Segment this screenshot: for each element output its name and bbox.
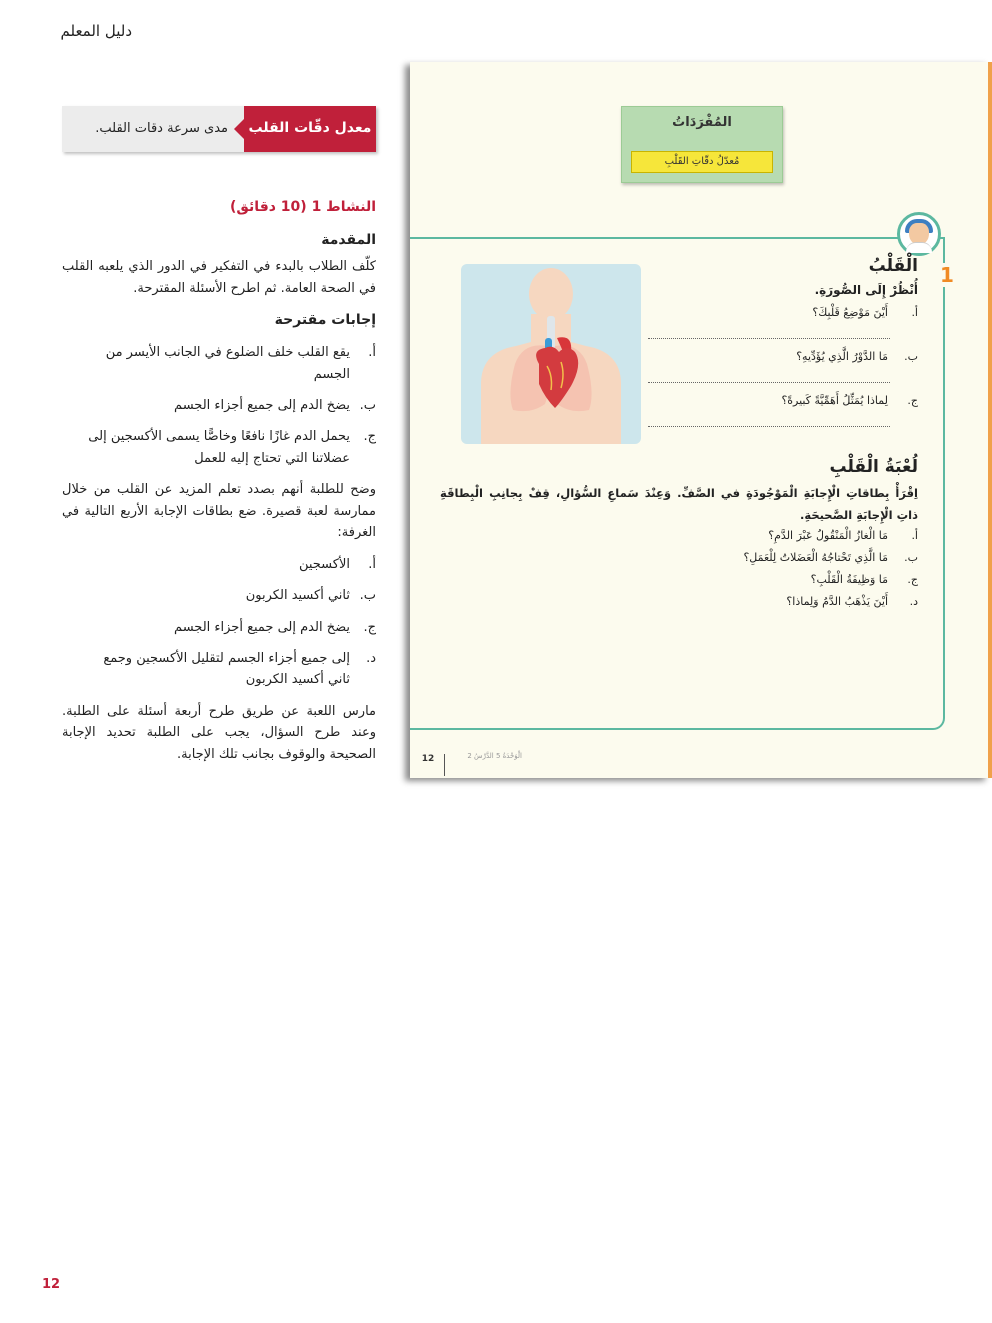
list-item <box>62 395 376 416</box>
list-marker: ج. <box>363 619 376 635</box>
list-marker: ب. <box>359 398 376 414</box>
section2-title: لُعْبَةُ الْقَلْبِ <box>829 457 918 477</box>
heart-lungs-svg <box>461 264 641 444</box>
list-text: ثاني أكسيد الكربون <box>245 588 350 604</box>
question-marker: ب. <box>904 551 918 564</box>
question-marker: ج. <box>907 394 918 407</box>
list-text: يقع القلب خلف الضلوع في الجانب الأيسر من الجسم <box>105 345 350 382</box>
vocab-highlight: مُعدّلُ دقّاتِ القَلْبِ <box>631 151 773 173</box>
question-marker: ب. <box>904 350 918 363</box>
list-item <box>62 342 376 385</box>
vocab-term-box <box>62 106 376 152</box>
list-item <box>62 648 376 691</box>
student-avatar-icon <box>897 212 941 256</box>
footer-divider <box>444 754 445 776</box>
question-marker: أ. <box>911 306 918 319</box>
answer-line[interactable] <box>648 382 890 383</box>
list-item <box>62 617 376 638</box>
heart-lungs-illustration <box>461 264 641 444</box>
body-shape <box>906 242 932 253</box>
list-text: يضخ الدم إلى جميع أجزاء الجسم <box>174 398 350 414</box>
question-text: لِماذا يُمَثِّلُ أَهَمِّيَّةً كَبيرةً؟ <box>781 394 888 407</box>
question-item <box>648 394 918 407</box>
list-marker: ب. <box>359 588 376 604</box>
closing-text: مارس اللعبة عن طريق طرح أربعة أسئلة على الطلبة. وعند طرح السؤال، يجب على الطلبة تحديد الإجابة الصحيحة والوقوف بجانب تلك الإجابة. <box>62 703 376 762</box>
question-marker: أ. <box>911 529 918 542</box>
book-page-number: 12 <box>421 754 435 764</box>
vocab-box <box>621 106 783 183</box>
list-item <box>62 585 376 606</box>
answer-line[interactable] <box>648 426 890 427</box>
list-text: إلى جميع أجزاء الجسم لتقليل الأكسجين وجمع ثاني أكسيد الكربون <box>103 650 350 688</box>
section-number: 1 <box>936 263 958 287</box>
question-text: أَيْنَ مَوْضِعُ قَلْبِكَ؟ <box>812 306 888 319</box>
section1-intro: أُنْظُرْ إِلَى الصُّورَةِ. <box>814 283 918 297</box>
vocab-term-definition: مدى سرعة دقات القلب. <box>95 121 228 137</box>
page-number: 12 <box>41 1277 61 1292</box>
intro-heading: المقدمة <box>321 232 376 249</box>
question-text: مَا الدَّوْرُ الَّذِي يُؤَدِّيهِ؟ <box>796 350 888 363</box>
list-text: يضخ الدم إلى جميع أجزاء الجسم <box>174 619 350 635</box>
question-item <box>648 306 918 319</box>
list-text: يحمل الدم غازًا نافعًا وخاصًّا يسمى الأكسجين إلى عضلاتنا التي تحتاج إليه للعمل <box>88 429 350 466</box>
list-text: الأكسجين <box>298 556 350 572</box>
question-text: مَا الَّذِي تَحْتاجُهُ الْعَضَلاتُ لِلْعَمَلِ؟ <box>743 551 888 564</box>
question-text: مَا الْغازُ الْمَنْقُولُ عَبْرَ الدَّمِ؟ <box>768 529 888 542</box>
question-text: مَا وَظِيفَةُ الْقَلْبِ؟ <box>810 573 888 586</box>
question-marker: د. <box>909 595 918 608</box>
game-question <box>648 529 918 542</box>
game-question <box>648 595 918 608</box>
activity-title: النشاط 1 (10 دقائق) <box>230 199 376 215</box>
section1-title: الْقَلْبُ <box>868 256 918 276</box>
intro-text: كلّف الطلاب بالبدء في التفكير في الدور الذي يلعبه القلب في الصحة العامة. ثم اطرح الأسئلة المقترحة. <box>62 259 376 296</box>
answers-list <box>62 342 376 469</box>
book-page-edge <box>988 62 992 778</box>
book-footer-label: الْوَحْدَةُ 5 الدَّرْسُ 2 <box>467 752 522 760</box>
game-question <box>648 573 918 586</box>
game-text: وضح للطلبة أنهم بصدد تعلم المزيد عن القلب من خلال ممارسة لعبة قصيرة. ضع بطاقات الإجابة الأربع التالية في الغرفة: <box>62 482 376 541</box>
cards-list <box>62 554 376 691</box>
game-question <box>648 551 918 564</box>
list-marker: أ. <box>368 345 376 361</box>
list-item <box>62 554 376 575</box>
vocab-box-title: المُفْرَدَاتُ <box>672 115 732 130</box>
list-item <box>62 426 376 469</box>
guide-title: دليل المعلم <box>60 22 132 40</box>
question-text: أَيْنَ يَذْهَبُ الدَّمُ وَلِماذا؟ <box>786 595 888 608</box>
answers-heading: إجابات مقترحة <box>274 312 376 329</box>
list-marker: ج. <box>363 429 376 445</box>
question-item <box>648 350 918 363</box>
answer-line[interactable] <box>648 338 890 339</box>
question-marker: ج. <box>907 573 918 586</box>
list-marker: أ. <box>368 556 376 572</box>
vocab-term-label: معدل دقّات القلب <box>244 106 376 152</box>
list-marker: د. <box>366 650 376 666</box>
teacher-notes <box>62 106 376 765</box>
section2-instruction: اِقْرَأْ بِطاقاتِ الْإِجابَةِ الْمَوْجُودَةِ في الصَّفِّ. وَعِنْدَ سَماعِ السُّؤالِ، قِفْ بِجانِبِ الْبِطاقَةِ ذاتِ الْإِجابَةِ الصَّحيحَةِ. <box>440 486 918 522</box>
